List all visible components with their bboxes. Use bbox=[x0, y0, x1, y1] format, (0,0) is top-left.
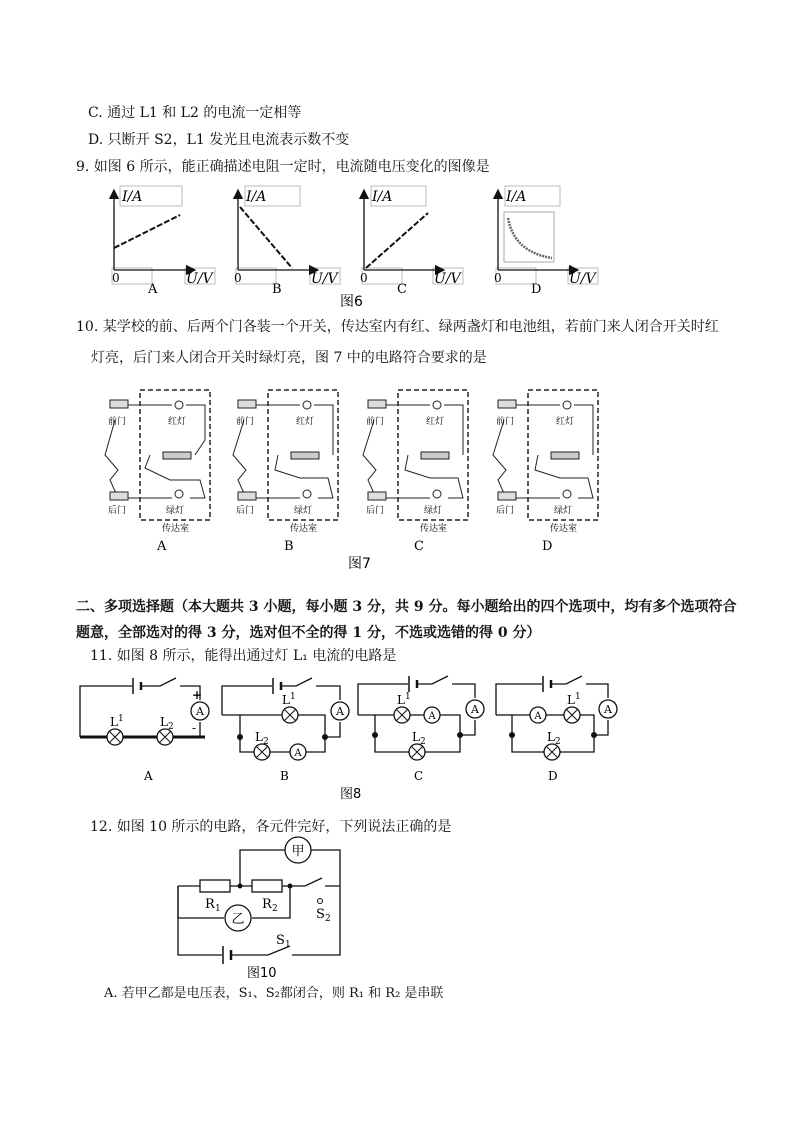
figure-6-caption: 图6 bbox=[340, 294, 363, 310]
svg-text:+: + bbox=[192, 688, 203, 702]
circuit-a-room: 传达室 bbox=[162, 524, 190, 534]
graph-c-ylabel: I/A bbox=[372, 189, 393, 205]
circuit-c-room: 传达室 bbox=[420, 524, 448, 534]
circuit-c-back-door: 后门 bbox=[366, 506, 385, 516]
circuit-b-red-light: 红灯 bbox=[296, 417, 315, 427]
circuit-a-front-door: 前门 bbox=[108, 417, 127, 427]
svg-text:A: A bbox=[534, 711, 542, 722]
graph-d-origin: 0 bbox=[494, 271, 502, 285]
q11-a-l1: L bbox=[110, 715, 118, 729]
q11-c-option: C bbox=[414, 769, 424, 783]
graph-a-origin: 0 bbox=[112, 271, 120, 285]
q11-b-option: B bbox=[280, 769, 289, 783]
graph-b-ylabel: I/A bbox=[246, 189, 267, 205]
meter-yi: 乙 bbox=[231, 912, 245, 927]
circuit-a-red-light: 红灯 bbox=[168, 417, 187, 427]
circuit-b-back-door: 后门 bbox=[236, 506, 255, 516]
figure-7-caption: 图7 bbox=[348, 556, 371, 572]
svg-text:L: L bbox=[412, 730, 420, 744]
svg-text:2: 2 bbox=[263, 737, 269, 747]
graph-d-ylabel: I/A bbox=[506, 189, 527, 205]
graph-a-xlabel: U/V bbox=[186, 271, 213, 287]
figure-10-caption: 图10 bbox=[247, 966, 277, 981]
svg-text:L: L bbox=[567, 693, 575, 707]
svg-text:1: 1 bbox=[118, 714, 124, 724]
svg-text:1: 1 bbox=[405, 692, 411, 702]
graph-b-xlabel: U/V bbox=[311, 271, 338, 287]
circuit-d-front-door: 前门 bbox=[496, 417, 515, 427]
svg-text:L: L bbox=[255, 730, 263, 744]
graph-d-option: D bbox=[531, 282, 542, 297]
svg-text:2: 2 bbox=[420, 737, 426, 747]
graph-c-origin: 0 bbox=[360, 271, 368, 285]
circuit-c-red-light: 红灯 bbox=[426, 417, 445, 427]
circuit-a-back-door: 后门 bbox=[108, 506, 127, 516]
graph-b-origin: 0 bbox=[234, 271, 242, 285]
graph-c-option: C bbox=[397, 282, 407, 297]
q10-stem-line1: 10. 某学校的前、后两个门各装一个开关，传达室内有红、绿两盏灯和电池组，若前门来人闭合开关时红 bbox=[76, 319, 719, 335]
q11-b-ammeter-2: A bbox=[294, 748, 302, 759]
graph-a-ylabel: I/A bbox=[122, 189, 143, 205]
circuit-c-option: C bbox=[414, 539, 424, 554]
circuit-d-option: D bbox=[542, 539, 553, 554]
circuit-a-green-light: 绿灯 bbox=[166, 506, 185, 516]
circuit-d-red-light: 红灯 bbox=[556, 417, 575, 427]
circuit-b-green-light: 绿灯 bbox=[294, 506, 313, 516]
circuit-d-room: 传达室 bbox=[550, 524, 578, 534]
label-r2: R bbox=[262, 897, 272, 912]
circuit-b-room: 传达室 bbox=[290, 524, 318, 534]
q9-stem: 9. 如图 6 所示，能正确描述电阻一定时，电流随电压变化的图像是 bbox=[76, 159, 490, 175]
circuit-b-front-door: 前门 bbox=[236, 417, 255, 427]
q11-stem: 11. 如图 8 所示，能得出通过灯 L₁ 电流的电路是 bbox=[90, 648, 397, 664]
q12-circuit bbox=[178, 837, 340, 964]
svg-text:2: 2 bbox=[325, 914, 331, 924]
svg-text:1: 1 bbox=[285, 940, 291, 950]
svg-text:A: A bbox=[428, 711, 436, 722]
circuit-b-option: B bbox=[284, 539, 294, 554]
circuit-a-option: A bbox=[157, 539, 167, 554]
figure-8-caption: 图8 bbox=[340, 787, 362, 802]
svg-text:A: A bbox=[471, 703, 479, 716]
label-s2: S bbox=[316, 907, 325, 922]
svg-text:2: 2 bbox=[272, 904, 278, 914]
svg-text:1: 1 bbox=[290, 692, 296, 702]
svg-text:A: A bbox=[604, 703, 612, 716]
q10-stem-line2: 灯亮，后门来人闭合开关时绿灯亮，图 7 中的电路符合要求的是 bbox=[91, 350, 487, 366]
section-2-heading-line2: 题意，全部选对的得 3 分，选对但不全的得 1 分，不选或选错的得 0 分） bbox=[76, 625, 541, 641]
graph-d-xlabel: U/V bbox=[569, 271, 596, 287]
q11-a-ammeter: A bbox=[196, 705, 204, 718]
section-2-heading-line1: 二、多项选择题（本大题共 3 小题，每小题 3 分，共 9 分。每小题给出的四个选项中，均有多个选项符合 bbox=[76, 599, 737, 615]
svg-text:2: 2 bbox=[555, 737, 561, 747]
circuit-c-front-door: 前门 bbox=[366, 417, 385, 427]
circuit-d-back-door: 后门 bbox=[496, 506, 515, 516]
circuit-d-green-light: 绿灯 bbox=[554, 506, 573, 516]
svg-text:L: L bbox=[397, 693, 405, 707]
graph-b-option: B bbox=[272, 282, 282, 297]
svg-text:L: L bbox=[547, 730, 555, 744]
svg-text:2: 2 bbox=[168, 722, 174, 732]
q11-a-l2: L bbox=[160, 715, 168, 729]
q12-stem: 12. 如图 10 所示的电路，各元件完好，下列说法正确的是 bbox=[90, 819, 452, 835]
svg-text:L: L bbox=[282, 693, 290, 707]
q11-d-option: D bbox=[548, 769, 558, 783]
svg-text:1: 1 bbox=[575, 692, 581, 702]
q12-option-a: A. 若甲乙都是电压表，S₁、S₂都闭合，则 R₁ 和 R₂ 是串联 bbox=[104, 986, 444, 1001]
graph-a-option: A bbox=[148, 282, 158, 297]
circuit-c-green-light: 绿灯 bbox=[424, 506, 443, 516]
meter-jia: 甲 bbox=[291, 844, 305, 859]
label-s1: S bbox=[276, 933, 285, 948]
svg-text:-: - bbox=[192, 721, 197, 735]
q8-option-c: C. 通过 L1 和 L2 的电流一定相等 bbox=[88, 105, 302, 121]
q8-option-d: D. 只断开 S2，L1 发光且电流表示数不变 bbox=[88, 132, 350, 148]
q11-b-ammeter-1: A bbox=[336, 705, 344, 718]
svg-text:1: 1 bbox=[215, 904, 221, 914]
graph-c-xlabel: U/V bbox=[434, 271, 461, 287]
label-r1: R bbox=[205, 897, 215, 912]
q11-a-option: A bbox=[144, 769, 153, 783]
